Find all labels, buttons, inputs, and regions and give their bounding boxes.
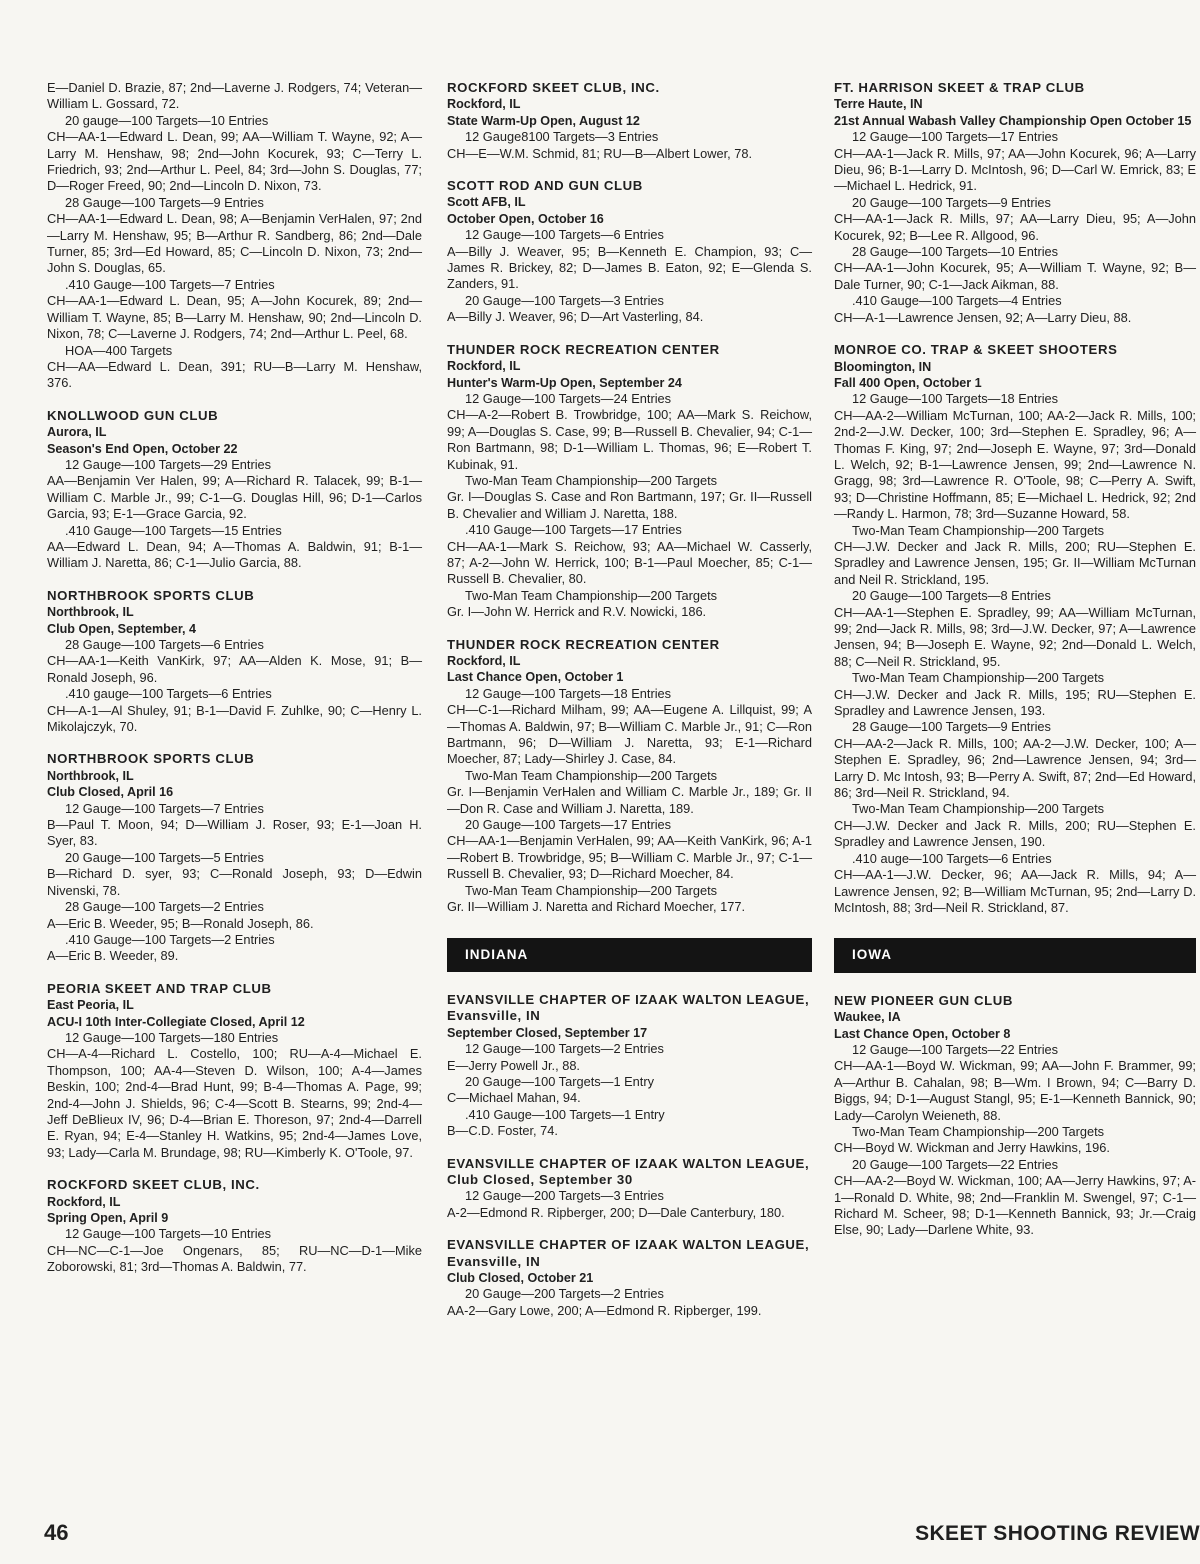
gauge-heading: 12 Gauge—100 Targets—7 Entries xyxy=(65,800,264,816)
result-entry: CH—AA-1—Edward L. Dean, 98; A—Benjamin VerHalen, 97; 2nd—Larry M. Henshaw, 95; B—Arthur R. Sandberg, 86; 2nd—Dale Turner, 85; 3rd—Ed Howard, 85; C—Lincoln D. Nixon, 73; 2nd—John S. Douglas, 65. xyxy=(47,211,422,276)
club-name: THUNDER ROCK RECREATION CENTER xyxy=(447,636,720,652)
result-entry: CH—AA-1—Stephen E. Spradley, 99; AA—William McTurnan, 99; 2nd—Jack R. Mills, 98; 3rd—J.W. Decker, 97; A—Lawrence Jensen, 94; B—Joseph E. Wayne, 92; 2nd—Donald L. Welch, 88; C—Neil R. Strickland, 95. xyxy=(834,604,1196,669)
club-result-block xyxy=(447,637,812,916)
result-entry: Gr. I—John W. Herrick and R.V. Nowicki, 186. xyxy=(447,604,707,620)
event-title: September Closed, September 17 xyxy=(447,1025,648,1040)
club-location: Terre Haute, IN xyxy=(834,97,923,112)
club-location: East Peoria, IL xyxy=(47,998,134,1013)
result-entry: CH—AA-1—J.W. Decker, 96; AA—Jack R. Mills, 94; A—Lawrence Jensen, 92; B—William McTurnan, 95; 2nd—Larry D. McIntosh, 88; 3rd—Neil R. Strickland, 87. xyxy=(834,867,1196,915)
gauge-heading: .410 Gauge—100 Targets—2 Entries xyxy=(65,931,275,947)
page-footer xyxy=(0,1520,1200,1550)
result-entry: CH—AA-1—Jack R. Mills, 97; AA—Larry Dieu, 95; A—John Kocurek, 92; B—Lee R. Allgood, 96. xyxy=(834,211,1196,243)
result-entry: A—Billy J. Weaver, 96; D—Art Vasterling, 84. xyxy=(447,309,704,325)
gauge-heading: .410 auge—100 Targets—6 Entries xyxy=(852,850,1052,866)
gauge-heading: Two-Man Team Championship—200 Targets xyxy=(465,472,718,488)
state-banner: INDIANA xyxy=(447,938,812,972)
club-location: Rockford, IL xyxy=(47,1194,121,1209)
event-title: State Warm-Up Open, August 12 xyxy=(447,113,640,128)
result-entry: A—Eric B. Weeder, 89. xyxy=(47,948,179,964)
gauge-heading: .410 gauge—100 Targets—6 Entries xyxy=(65,686,272,702)
gauge-heading: 28 Gauge—100 Targets—10 Entries xyxy=(852,244,1059,260)
club-result-block xyxy=(834,80,1196,326)
result-entry: CH—AA-1—Benjamin VerHalen, 99; AA—Keith VanKirk, 96; A-1—Robert B. Trowbridge, 95; B—William C. Marble Jr., 97; C-1—Russell B. Chevalier, 93; D—Richard Moecher, 84. xyxy=(447,833,812,882)
club-location: Northbrook, IL xyxy=(47,768,134,783)
gauge-heading: 12 Gauge—100 Targets—180 Entries xyxy=(65,1029,279,1045)
gauge-heading: 20 Gauge—100 Targets—17 Entries xyxy=(465,817,672,833)
gauge-heading: 28 Gauge—100 Targets—6 Entries xyxy=(65,637,264,652)
gauge-heading: Two-Man Team Championship—200 Targets xyxy=(852,670,1105,686)
gauge-heading: 20 Gauge—100 Targets—9 Entries xyxy=(852,194,1051,210)
gauge-heading: 28 Gauge—100 Targets—2 Entries xyxy=(65,899,264,915)
state-banner: IOWA xyxy=(834,938,1196,972)
gauge-heading: 20 Gauge—100 Targets—1 Entry xyxy=(465,1073,654,1089)
result-entry: B—Richard D. syer, 93; C—Ronald Joseph, 93; D—Edwin Nivenski, 78. xyxy=(47,866,422,898)
club-result-block xyxy=(47,588,422,736)
result-entry: CH—AA-2—Jack R. Mills, 100; AA-2—J.W. Decker, 100; A—Stephen E. Spradley, 96; 2nd—Lawrence Jensen, 94; 3rd—Larry D. Mc Intosh, 93; B—Perry A. Swift, 87; 2nd—Ed Howard, 86; 3rd—Neil R. Strickland, 94. xyxy=(834,735,1196,801)
event-title: Hunter's Warm-Up Open, September 24 xyxy=(447,375,682,390)
club-result-block xyxy=(834,342,1196,916)
result-entry: A—Billy J. Weaver, 95; B—Kenneth E. Champion, 93; C—James R. Brickey, 82; D—James B. Eaton, 92; E—Glenda S. Zanders, 91. xyxy=(447,243,812,292)
club-location: Northbrook, IL xyxy=(47,605,134,620)
club-name: EVANSVILLE CHAPTER OF IZAAK WALTON LEAGUE, Evansville, IN xyxy=(447,1237,810,1269)
gauge-heading: Two-Man Team Championship—200 Targets xyxy=(852,1123,1105,1139)
club-name: NORTHBROOK SPORTS CLUB xyxy=(47,587,255,603)
result-entry: CH—AA—Edward L. Dean, 391; RU—B—Larry M. Henshaw, 376. xyxy=(47,358,422,391)
result-entry: E—Daniel D. Brazie, 87; 2nd—Laverne J. Rodgers, 74; Veteran—William L. Gossard, 72. xyxy=(47,80,422,112)
club-location: Rockford, IL xyxy=(447,359,521,374)
result-entry: CH—AA-1—Keith VanKirk, 97; AA—Alden K. Mose, 91; B—Ronald Joseph, 96. xyxy=(47,653,422,685)
event-title: Last Chance Open, October 1 xyxy=(447,670,624,685)
gauge-heading: .410 Gauge—100 Targets—1 Entry xyxy=(465,1106,665,1122)
gauge-heading: Two-Man Team Championship—200 Targets xyxy=(465,587,718,603)
result-entry: CH—AA-1—Edward L. Dean, 95; A—John Kocurek, 89; 2nd—William T. Wayne, 85; B—Larry M. Henshaw, 90; 2nd—Lincoln D. Nixon, 78; C—Laverne J. Rodgers, 74; 2nd—Arthur L. Peel, 68. xyxy=(47,293,422,342)
result-entry: B—C.D. Foster, 74. xyxy=(447,1123,558,1139)
gauge-heading: 12 Gauge8100 Targets—3 Entries xyxy=(465,129,659,145)
club-result-block xyxy=(447,1156,812,1222)
club-result-block xyxy=(47,408,422,572)
club-result-block xyxy=(447,1237,812,1319)
event-title: Spring Open, April 9 xyxy=(47,1211,169,1225)
result-entry: Gr. I—Douglas S. Case and Ron Bartmann, 197; Gr. II—Russell B. Chevalier and William J. Naretta, 188. xyxy=(447,489,812,521)
club-name: EVANSVILLE CHAPTER OF IZAAK WALTON LEAGUE, Club Closed, September 30 xyxy=(447,1155,810,1187)
club-name: MONROE CO. TRAP & SKEET SHOOTERS xyxy=(834,342,1118,358)
gauge-heading: 12 Gauge—200 Targets—3 Entries xyxy=(465,1188,664,1204)
event-title: Club Closed, October 21 xyxy=(447,1271,594,1285)
result-entry: CH—AA-2—William McTurnan, 100; AA-2—Jack R. Mills, 100; 2nd-2—J.W. Decker, 100; 3rd—Stephen E. Spradley, 96; A—Thomas F. King, 97; 2nd—Joseph E. Wayne, 97; 3rd—Donald L. Welch, 92; B-1—Lawrence Jensen, 99; 2nd—Lawrence N. Gragg, 98; 3rd—Lawrence R. O'Toole, 98; C—Perry A. Swift, 93; D—Christine Hoffmann, 85; E—Michael L. Hedrick, 92; 2nd—Randy L. Harmon, 78; 3rd—Suzanne Howard, 58. xyxy=(834,407,1196,522)
gauge-heading: Two-Man Team Championship—200 Targets xyxy=(465,767,718,783)
result-entry: C—Michael Mahan, 94. xyxy=(447,1090,581,1106)
gauge-heading: 12 Gauge—100 Targets—22 Entries xyxy=(852,1041,1059,1057)
result-entry: CH—A-2—Robert B. Trowbridge, 100; AA—Mark S. Reichow, 99; A—Douglas S. Case, 99; B—Russell B. Chevalier, 94; C-1—Ron Bartmann, 98; D-1—William L. Thomas, 96; E—Robert T. Kubinak, 91. xyxy=(447,407,812,472)
event-title: Club Open, September, 4 xyxy=(47,621,197,636)
gauge-heading: 12 Gauge—100 Targets—2 Entries xyxy=(465,1041,664,1057)
gauge-heading: 12 Gauge—100 Targets—18 Entries xyxy=(852,391,1059,407)
gauge-heading: 12 Gauge—100 Targets—10 Entries xyxy=(65,1226,272,1242)
result-entry: CH—AA-1—Edward L. Dean, 99; AA—William T. Wayne, 92; A—Larry M. Henshaw, 98; 2nd—John Kocurek, 93; C—Terry L. Friedrich, 93; 2nd—Arthur L. Peel, 84; 3rd—John S. Douglas, 77; D—Roger Freed, 90; 2nd—Lincoln D. Nixon, 73. xyxy=(47,129,422,194)
result-entry: CH—AA-1—Mark S. Reichow, 93; AA—Michael W. Casserly, 87; A-2—John W. Herrick, 100; B-1—Paul Moecher, 85; C-1—Russell B. Chevalier, 80. xyxy=(447,538,812,587)
result-entry: Gr. II—William J. Naretta and Richard Moecher, 177. xyxy=(447,899,745,915)
result-entry: CH—AA-1—Boyd W. Wickman, 99; AA—John F. Brammer, 99; A—Arthur B. Cahalan, 98; B—Wm. I Brown, 94; C—Barry D. Biggs, 94; D-1—August Stangl, 95; E-1—Kenneth Bannick, 90; Lady—Carolyn Weieneth, 88. xyxy=(834,1058,1196,1123)
column-right xyxy=(834,80,1196,1255)
gauge-heading: 28 Gauge—100 Targets—9 Entries xyxy=(852,719,1051,735)
result-entry: CH—A-1—Al Shuley, 91; B-1—David F. Zuhlke, 90; C—Henry L. Mikolajczyk, 70. xyxy=(47,702,422,735)
gauge-heading: 12 Gauge—100 Targets—17 Entries xyxy=(852,129,1059,145)
gauge-heading: 20 gauge—100 Targets—10 Entries xyxy=(65,112,269,128)
event-title: Season's End Open, October 22 xyxy=(47,441,238,456)
result-entry: CH—NC—C-1—Joe Ongenars, 85; RU—NC—D-1—Mike Zoborowski, 81; 3rd—Thomas A. Baldwin, 77. xyxy=(47,1242,422,1275)
club-name: SCOTT ROD AND GUN CLUB xyxy=(447,178,643,194)
club-result-block xyxy=(47,981,422,1161)
event-title: Last Chance Open, October 8 xyxy=(834,1026,1011,1041)
event-title: ACU-I 10th Inter-Collegiate Closed, April 12 xyxy=(47,1014,305,1029)
gauge-heading: 20 Gauge—100 Targets—8 Entries xyxy=(852,588,1051,604)
gauge-heading: 20 Gauge—100 Targets—3 Entries xyxy=(465,292,664,308)
result-entry: CH—E—W.M. Schmid, 81; RU—B—Albert Lower, 78. xyxy=(447,145,753,161)
page-number: 46 xyxy=(44,1520,69,1545)
gauge-heading: .410 Gauge—100 Targets—4 Entries xyxy=(852,293,1062,309)
column-left xyxy=(47,80,422,1292)
gauge-heading: 20 Gauge—200 Targets—2 Entries xyxy=(465,1286,664,1302)
gauge-heading: .410 Gauge—100 Targets—15 Entries xyxy=(65,522,282,538)
gauge-heading: .410 Gauge—100 Targets—7 Entries xyxy=(65,276,275,292)
result-entry: CH—J.W. Decker and Jack R. Mills, 200; RU—Stephen E. Spradley and Lawrence Jensen, 195; Gr. II—William McTurnan and Neil R. Strickland, 195. xyxy=(834,538,1196,587)
column-middle xyxy=(447,80,812,1335)
result-entry: AA-2—Gary Lowe, 200; A—Edmond R. Ripberger, 199. xyxy=(447,1302,762,1318)
club-name: ROCKFORD SKEET CLUB, INC. xyxy=(447,80,660,95)
club-name: NEW PIONEER GUN CLUB xyxy=(834,992,1014,1008)
result-entry: AA—Edward L. Dean, 94; A—Thomas A. Baldwin, 91; B-1—William J. Naretta, 86; C-1—Julio Garcia, 88. xyxy=(47,538,422,571)
gauge-heading: Two-Man Team Championship—200 Targets xyxy=(465,882,718,898)
result-entry: A—Eric B. Weeder, 95; B—Ronald Joseph, 86. xyxy=(47,915,314,931)
gauge-heading: 20 Gauge—100 Targets—22 Entries xyxy=(852,1156,1059,1172)
gauge-heading: 12 Gauge—100 Targets—6 Entries xyxy=(465,227,664,243)
gauge-heading: 20 Gauge—100 Targets—5 Entries xyxy=(65,849,264,865)
gauge-heading: HOA—400 Targets xyxy=(65,342,173,358)
result-entry: CH—A-1—Lawrence Jensen, 92; A—Larry Dieu, 88. xyxy=(834,309,1132,325)
event-title: Fall 400 Open, October 1 xyxy=(834,375,982,390)
club-name: KNOLLWOOD GUN CLUB xyxy=(47,407,219,423)
gauge-heading: 12 Gauge—100 Targets—24 Entries xyxy=(465,390,672,406)
result-entry: CH—AA-2—Boyd W. Wickman, 100; AA—Jerry Hawkins, 97; A-1—Ronald D. White, 98; 2nd—Franklin M. Swengel, 97; C-1—Richard M. Scheer, 98; D-1—Kenneth Bannick, 93; Jr.—Craig Else, 90; Lady—Darlene White, 93. xyxy=(834,1173,1196,1238)
result-entry: E—Jerry Powell Jr., 88. xyxy=(447,1057,580,1073)
gauge-heading: 28 Gauge—100 Targets—9 Entries xyxy=(65,194,264,210)
result-entry: A-2—Edmond R. Ripberger, 200; D—Dale Canterbury, 180. xyxy=(447,1204,785,1220)
club-result-block xyxy=(47,751,422,964)
gauge-heading: 12 Gauge—100 Targets—18 Entries xyxy=(465,685,672,701)
result-entry: CH—AA-1—John Kocurek, 95; A—William T. Wayne, 92; B—Dale Turner, 90; C-1—Jack Aikman, 88. xyxy=(834,260,1196,292)
club-location: Rockford, IL xyxy=(447,97,521,112)
club-name: THUNDER ROCK RECREATION CENTER xyxy=(447,341,720,357)
gauge-heading: 12 Gauge—100 Targets—29 Entries xyxy=(65,456,272,472)
result-entry: CH—J.W. Decker and Jack R. Mills, 200; RU—Stephen E. Spradley and Lawrence Jensen, 190. xyxy=(834,817,1196,850)
club-location: Rockford, IL xyxy=(447,654,521,668)
club-location: Scott AFB, IL xyxy=(447,195,526,210)
club-location: Aurora, IL xyxy=(47,425,107,440)
gauge-heading: .410 Gauge—100 Targets—17 Entries xyxy=(465,522,682,538)
club-result-block xyxy=(447,178,812,326)
club-location: Bloomington, IN xyxy=(834,359,932,374)
gauge-heading: Two-Man Team Championship—200 Targets xyxy=(852,522,1105,538)
result-entry: AA—Benjamin Ver Halen, 99; A—Richard R. Talacek, 99; B-1—William C. Marble Jr., 99; C-1—G. Douglas Hill, 96; D-1—Carlos Garcia, 93; E-1—Grace Garcia, 92. xyxy=(47,473,422,522)
result-entry: CH—C-1—Richard Milham, 99; AA—Eugene A. Lillquist, 99; A—Thomas A. Baldwin, 97; B—William C. Marble Jr., 91; C—Ron Bartmann, 96; D—William J. Naretta, 93; E-1—Richard Moecher, 87; Lady—Shirley J. Case, 84. xyxy=(447,702,812,767)
club-result-block xyxy=(834,993,1196,1239)
club-name: PEORIA SKEET AND TRAP CLUB xyxy=(47,980,272,996)
result-entry: CH—AA-1—Jack R. Mills, 97; AA—John Kocurek, 96; A—Larry Dieu, 96; B-1—Larry D. McIntosh, 96; D—Carl W. Emrick, 83; E—Michael L. Hedrick, 91. xyxy=(834,145,1196,194)
club-result-block xyxy=(447,80,812,162)
club-name: FT. HARRISON SKEET & TRAP CLUB xyxy=(834,80,1085,95)
club-result-block xyxy=(47,1177,422,1275)
club-name: ROCKFORD SKEET CLUB, INC. xyxy=(47,1177,260,1193)
event-title: Club Closed, April 16 xyxy=(47,785,174,800)
magazine-title: SKEET SHOOTING REVIEW xyxy=(915,1522,1200,1545)
result-entry: Gr. I—Benjamin VerHalen and William C. Marble Jr., 189; Gr. II—Don R. Case and William J. Naretta, 189. xyxy=(447,784,812,816)
club-result-block xyxy=(47,80,422,392)
result-entry: B—Paul T. Moon, 94; D—William J. Roser, 93; E-1—Joan H. Syer, 83. xyxy=(47,817,422,849)
club-name: NORTHBROOK SPORTS CLUB xyxy=(47,751,255,767)
club-result-block xyxy=(447,342,812,621)
club-location: Waukee, IA xyxy=(834,1010,901,1025)
event-title: October Open, October 16 xyxy=(447,211,604,226)
gauge-heading: Two-Man Team Championship—200 Targets xyxy=(852,801,1105,817)
result-entry: CH—Boyd W. Wickman and Jerry Hawkins, 196. xyxy=(834,1140,1110,1156)
club-name: EVANSVILLE CHAPTER OF IZAAK WALTON LEAGUE, Evansville, IN xyxy=(447,991,810,1024)
result-entry: CH—J.W. Decker and Jack R. Mills, 195; RU—Stephen E. Spradley and Lawrence Jensen, 193. xyxy=(834,686,1196,719)
event-title: 21st Annual Wabash Valley Championship Open October 15 xyxy=(834,113,1192,128)
club-result-block xyxy=(447,992,812,1140)
result-entry: CH—A-4—Richard L. Costello, 100; RU—A-4—Michael E. Thompson, 100; AA-4—Steven D. Wilson, 100; A-4—James Beskin, 100; 2nd-4—Brad Hunt, 99; B-4—Thomas A. Page, 99; 2nd-4—John J. Shields, 96; C-4—Scott B. Stearns, 99; 2nd-4—Jeff DeBlieux IV, 96; D-4—Brian E. Thoreson, 97; 2nd-4—Darrell E. Ryan, 94; E-4—Stanley H. Watkins, 95; 2nd-4—James Love, 93; Lady—Carla M. Brundage, 98; RU—Kimberly K. O'Toole, 97. xyxy=(47,1046,422,1160)
